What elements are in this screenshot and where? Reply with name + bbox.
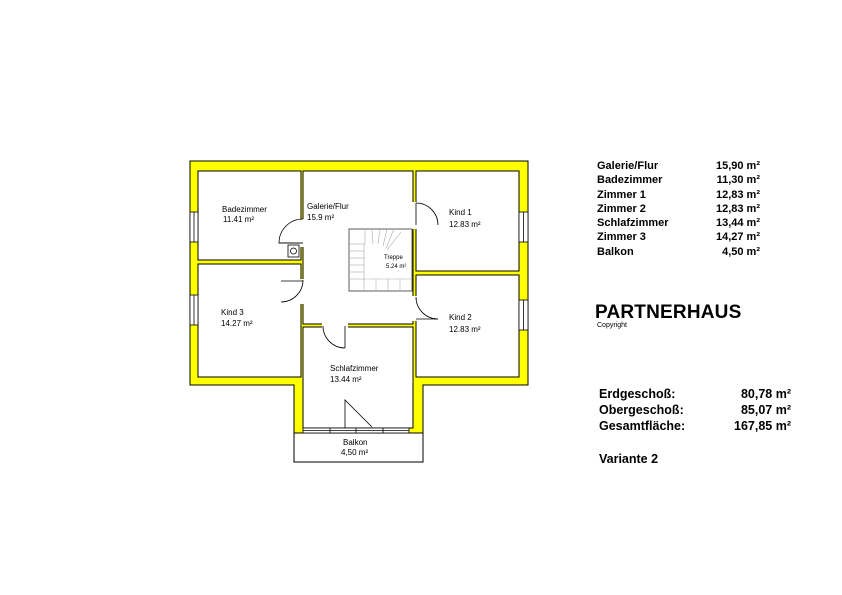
total-row-value: 80,78 m² [740,387,791,401]
total-row [599,418,791,434]
area-row-value: 14,27 m² [715,231,760,244]
area-row-name: Zimmer 2 [597,202,646,215]
room-label-name: Badezimmer [222,205,267,214]
total-row-name: Gesamtfläche: [599,419,686,433]
area-row-name: Balkon [597,245,634,258]
area-row-value: 12,83 m² [715,188,760,201]
total-row [599,386,791,402]
total-row-value: 85,07 m² [740,403,791,417]
area-row-name: Badezimmer [597,174,663,187]
area-row [597,173,772,187]
room-label-area: 11.41 m² [223,215,254,224]
total-row-value: 167,85 m² [734,419,791,433]
room-label-name: Treppe [384,255,403,261]
area-row [597,216,772,230]
totals-table [599,386,791,434]
room-label-area: 15.9 m² [307,213,335,222]
area-row-value: 11,30 m² [716,174,760,187]
area-row [597,188,772,202]
room-label-area: 14.27 m² [221,319,253,328]
variant-label: Variante 2 [599,452,659,466]
room-label-name: Balkon [343,438,368,447]
area-table [597,159,772,259]
total-row-name: Erdgeschoß: [599,387,676,401]
area-row [597,159,772,173]
area-row-name: Galerie/Flur [597,160,659,172]
area-row [597,245,772,259]
washbasin-icon [288,245,299,257]
room-label-area: 12.83 m² [449,325,481,334]
room-label-name: Kind 3 [221,308,244,317]
area-row-value: 12,83 m² [715,202,760,215]
room-label-area: 4,50 m² [341,448,369,457]
room-label-name: Kind 1 [449,208,472,217]
total-row-name: Obergeschoß: [599,403,684,417]
room-label-area: 12.83 m² [449,220,481,229]
area-row-name: Schlafzimmer [597,217,669,230]
room-label-name: Schlafzimmer [330,364,379,373]
area-row-name: Zimmer 3 [597,231,646,244]
area-row-value: 13,44 m² [715,217,760,230]
area-row [597,202,772,216]
room-label-area: 13.44 m² [330,375,362,384]
area-row-name: Zimmer 1 [597,188,646,201]
area-row [597,230,772,244]
page-title: PARTNERHAUS [595,302,742,323]
area-row-value: 4,50 m² [722,245,760,258]
copyright-note: Copyright [597,322,627,329]
area-row-value: 15,90 m² [715,160,760,172]
room-label-name: Kind 2 [449,313,472,322]
total-row [599,402,791,418]
room-label-area: 5.24 m² [386,264,407,270]
room-label-name: Galerie/Flur [307,202,349,211]
